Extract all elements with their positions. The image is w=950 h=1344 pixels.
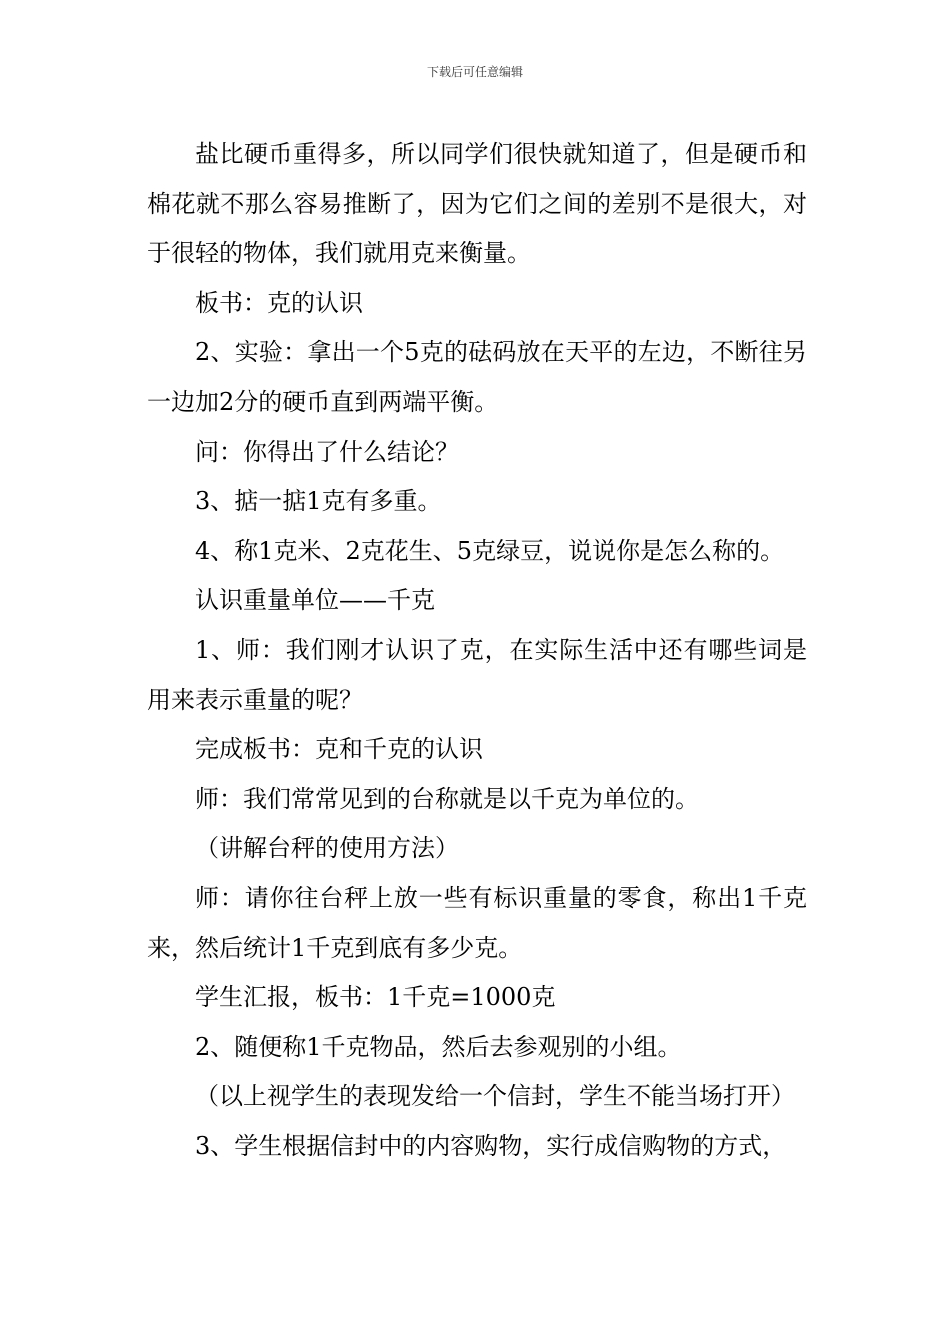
document-body: [147, 130, 807, 1171]
paragraph-16: 3、学生根据信封中的内容购物，实行成信购物的方式，: [195, 1131, 787, 1160]
paragraph-2: 板书：克的认识: [195, 288, 363, 317]
paragraph-12: 师：请你往台秤上放一些有标识重量的零食，称出1千克来，然后统计1千克到底有多少克。: [147, 883, 807, 962]
page-header-note: 下载后可任意编辑: [426, 65, 523, 79]
paragraph-7: 认识重量单位——千克: [195, 586, 435, 615]
paragraph-11: （讲解台秤的使用方法）: [195, 834, 459, 863]
paragraph-3: 2、实验：拿出一个5克的砝码放在天平的左边，不断往另一边加2分的硬币直到两端平衡。: [147, 338, 807, 416]
paragraph-6: 4、称1克米、2克花生、5克绿豆，说说你是怎么称的。: [195, 536, 785, 565]
paragraph-9: 完成板书：克和千克的认识: [195, 735, 483, 764]
paragraph-14: 2、随便称1千克物品，然后去参观别的小组。: [195, 1032, 682, 1061]
paragraph-13: 学生汇报，板书：1千克=1000克: [195, 983, 556, 1012]
paragraph-1: 盐比硬币重得多，所以同学们很快就知道了，但是硬币和棉花就不那么容易推断了，因为它们之间的差别不是很大，对于很轻的物体，我们就用克来衡量。: [147, 140, 807, 268]
paragraph-4: 问：你得出了什么结论？: [195, 437, 459, 466]
paragraph-5: 3、掂一掂1克有多重。: [195, 487, 442, 516]
paragraph-8: 1、师：我们刚才认识了克，在实际生活中还有哪些词是用来表示重量的呢？: [147, 635, 807, 714]
paragraph-10: 师：我们常常见到的台称就是以千克为单位的。: [195, 784, 699, 813]
paragraph-15: （以上视学生的表现发给一个信封，学生不能当场打开）: [195, 1082, 795, 1111]
